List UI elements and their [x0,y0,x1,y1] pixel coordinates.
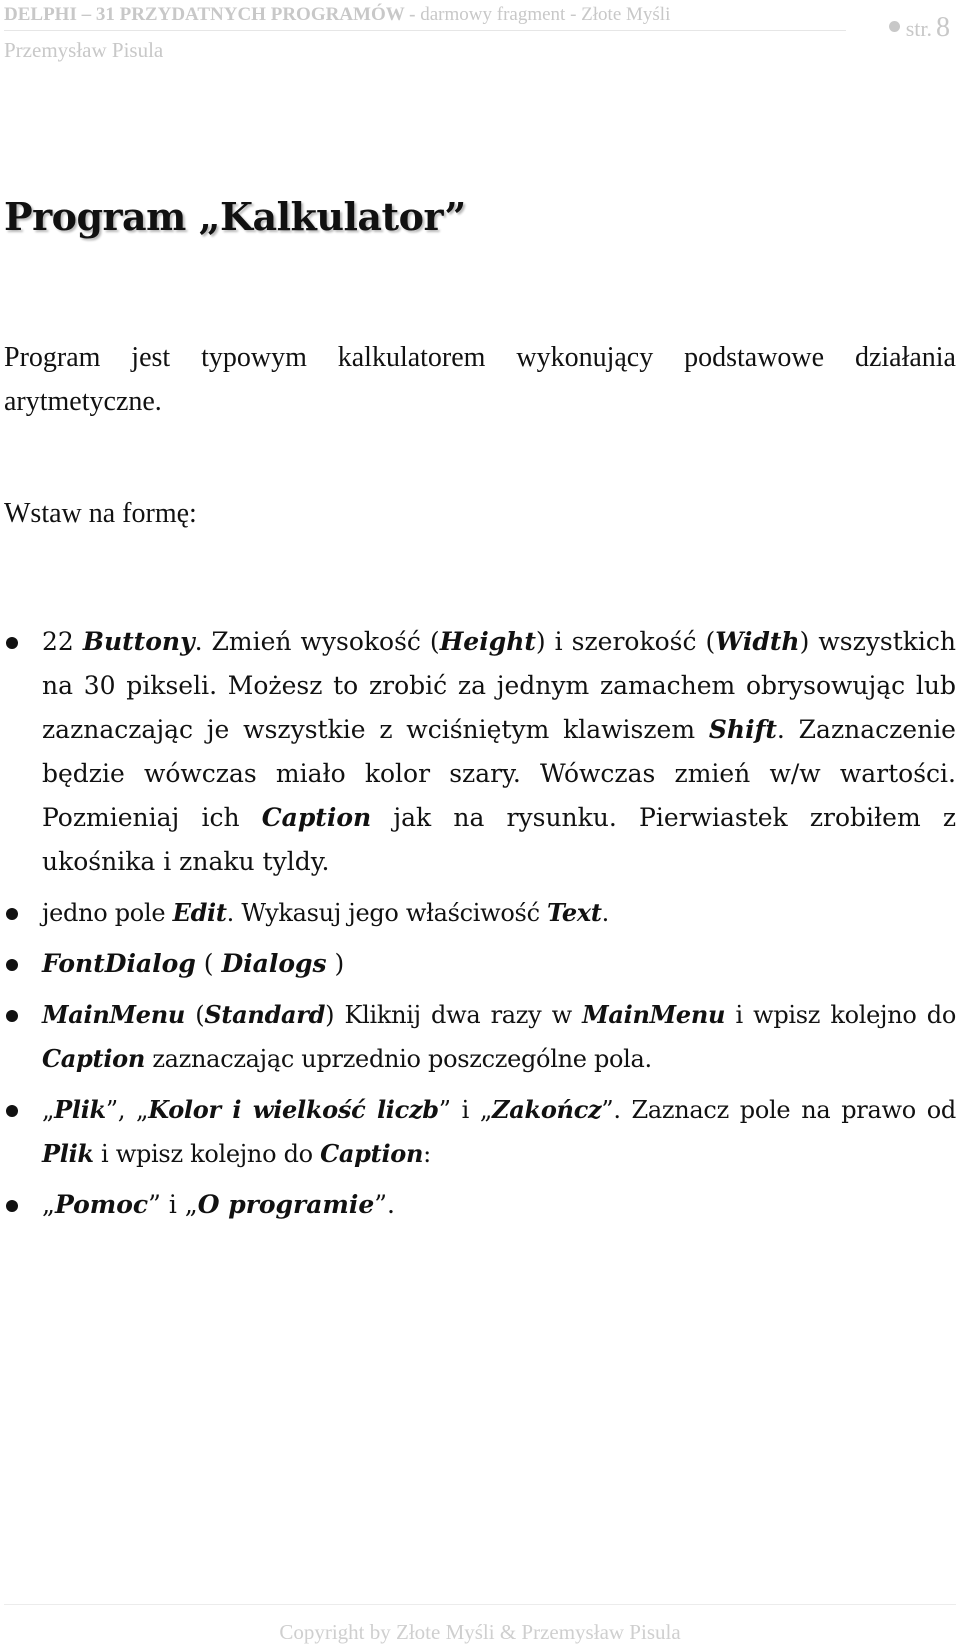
list-item-text: i wpisz kolejno do [725,1001,956,1029]
bullet-dot-icon [889,21,900,32]
header-author: Przemysław Pisula [4,38,164,62]
emphasis-text: MainMenu [42,1000,186,1029]
emphasis-text: Caption [42,1044,145,1073]
list-item [0,993,960,1081]
list-item-text: . Zaznaczenie będzie wówczas miało kolor szary. Wówczas zmień w/w wartości. Pozmieniaj ich [42,715,956,832]
emphasis-text: Kolor i wielkość liczb [148,1095,439,1124]
emphasis-text: Zakończ [492,1095,602,1124]
list-item-text: ( [185,1001,205,1029]
list-item-text: ” i „ [438,1096,493,1124]
emphasis-text: Caption [320,1139,424,1168]
header-title-rest: darmowy fragment - Złote Myśli [415,4,671,25]
emphasis-text: Standard [204,1000,326,1029]
emphasis-text: O programie [197,1190,375,1219]
page-footer: Copyright by Złote Myśli & Przemysław Pisula [279,1620,681,1644]
list-item-text: zaznaczając uprzednio poszczególne pola. [145,1045,652,1073]
list-item-text: 22 [42,627,83,656]
intro-paragraph: Program jest typowym kalkulatorem wykonujący podstawowe działania arytmetyczne. [4,342,956,417]
list-item-text: ) wszystkich na 30 pikseli. Możesz to zrobić za jednym zamachem obrysowując lub zaznaczając je wszystkie z wciśniętym klawiszem [42,627,956,744]
emphasis-text: Pomoc [54,1190,149,1219]
header-title-bold: DELPHI – 31 PRZYDATNYCH PROGRAMÓW - [4,4,416,25]
list-item-text: ”. [374,1190,395,1219]
list-item [0,891,960,935]
emphasis-text: Edit [172,898,227,927]
emphasis-text: Shift [708,715,777,744]
emphasis-text: Width [715,627,800,656]
list-item-text: : [423,1140,431,1168]
bullet-dot-icon [6,959,18,971]
emphasis-text: FontDialog [42,949,196,978]
emphasis-text: MainMenu [582,1000,726,1029]
list-item-text: „ [42,1096,55,1124]
header-divider [4,30,846,31]
list-item-text: ) Kliknij dwa razy w [325,1001,583,1029]
page-header [0,0,960,70]
emphasis-text: Plik [42,1139,94,1168]
instruction-list [0,620,960,1234]
list-item [0,1183,960,1227]
bullet-dot-icon [6,1105,18,1117]
emphasis-text: Dialogs [221,949,327,978]
list-item-text: ” i „ [148,1190,198,1219]
list-item-text: i wpisz kolejno do [93,1140,321,1168]
list-item-text: ”, „ [105,1096,149,1124]
list-item [0,942,960,986]
section-subheading: Wstaw na formę: [4,498,197,529]
page-number [889,12,950,44]
list-item [0,620,960,884]
list-item-text: . [601,899,609,927]
list-item-text: jedno pole [42,899,173,927]
list-item-text: jak na rysunku. Pierwiastek zrobiłem z ukośnika i znaku tyldy. [42,803,956,876]
page-number-label: str. [905,16,932,41]
list-item-text: ”. Zaznacz pole na prawo od [601,1096,956,1124]
list-item-text: ) [326,949,345,978]
list-item-text: „ [42,1190,55,1219]
bullet-dot-icon [6,908,18,920]
page-title: Program „Kalkulator” [4,194,466,239]
list-item-text: . Wykasuj jego właściwość [226,899,548,927]
list-item-text: . Zmień wysokość ( [194,627,440,656]
header-title [4,4,670,26]
emphasis-text: Plik [54,1095,106,1124]
bullet-dot-icon [6,1010,18,1022]
emphasis-text: Caption [261,803,372,832]
page-number-value: 8 [936,12,950,43]
footer-divider [4,1604,956,1605]
list-item-text: ) i szerokość ( [535,627,716,656]
emphasis-text: Text [547,898,602,927]
list-item-text: ( [195,949,222,978]
bullet-dot-icon [6,1200,18,1212]
bullet-dot-icon [6,637,18,649]
list-item [0,1088,960,1176]
emphasis-text: Height [439,627,536,656]
emphasis-text: Buttony [82,627,195,656]
